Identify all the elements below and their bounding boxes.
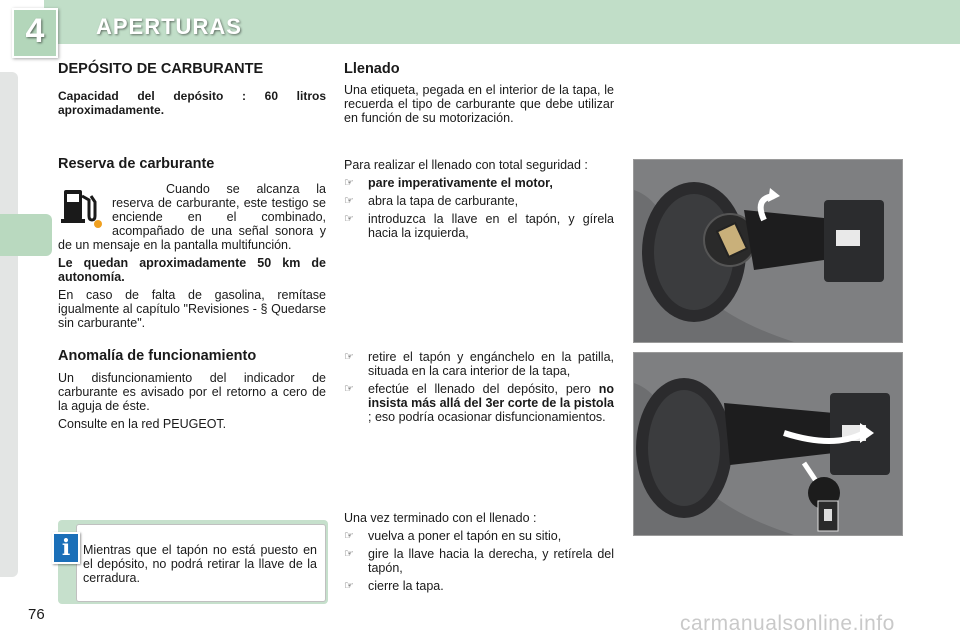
step-2: ☞ abra la tapa de carburante, (344, 194, 519, 208)
steps-section-2 (344, 350, 614, 428)
anomalia-section (58, 349, 326, 435)
anomalia-text: Un disfuncionamiento del indicador de carburante es avisado por el retorno a cero de la aguja de éste. (58, 371, 326, 413)
after-intro: Una vez terminado con el llenado : (344, 511, 537, 525)
after-step-3: ☞ cierre la tapa. (344, 579, 444, 593)
reserva-section (58, 157, 326, 171)
page-title: APERTURAS (96, 14, 242, 39)
bullet-hand-icon: ☞ (344, 213, 354, 225)
info-icon: i (52, 532, 80, 564)
bullet-hand-icon: ☞ (344, 530, 354, 542)
reserva-body (58, 182, 326, 334)
info-note-box (58, 520, 328, 604)
llenado-text: Una etiqueta, pegada en el interior de la tapa, le recuerda el tipo de carburante que debe utilizar en función de su motorización. (344, 83, 614, 125)
bullet-hand-icon: ☞ (344, 177, 354, 189)
reserva-text: Cuando se alcanza la reserva de carburante, este testigo se enciende en el combinado, acompañado de una señal sonora y de un mensaje en la pantalla multifunción. (58, 182, 326, 252)
deposito-heading: DEPÓSITO DE CARBURANTE (58, 61, 264, 77)
llenado-section (344, 62, 614, 129)
fuel-cap-photo-hook (633, 352, 903, 536)
anomalia-heading: Anomalía de funcionamiento (58, 348, 257, 364)
bullet-hand-icon: ☞ (344, 195, 354, 207)
reserva-text-2: En caso de falta de gasolina, remítase igualmente al capítulo "Revisiones - § Quedarse sin carburante". (58, 288, 326, 330)
reserva-heading: Reserva de carburante (58, 156, 215, 172)
step-5: ☞ efectúe el llenado del depósito, pero no insista más allá del 3er corte de la pistola ; eso podría ocasionar disfuncionamientos. (344, 382, 614, 424)
steps-intro: Para realizar el llenado con total seguridad : (344, 158, 588, 172)
anomalia-text-2: Consulte en la red PEUGEOT. (58, 417, 227, 431)
fuel-cap-photo-key (633, 159, 903, 343)
steps-section-3 (344, 511, 614, 597)
step-3: ☞ introduzca la llave en el tapón, y gírela hacia la izquierda, (344, 212, 614, 240)
page-number: 76 (28, 606, 45, 623)
after-step-2: ☞ gire la llave hacia la derecha, y retírela del tapón, (344, 547, 614, 575)
info-note-text: Mientras que el tapón no está puesto en el depósito, no podrá retirar la llave de la cerradura. (83, 543, 317, 585)
left-column (58, 62, 326, 121)
watermark: carmanualsonline.info (680, 612, 895, 635)
info-note-inner (76, 524, 326, 602)
after-step-1: ☞ vuelva a poner el tapón en su sitio, (344, 529, 562, 543)
capacity-text: Capacidad del depósito : 60 litros aproximadamente. (58, 89, 326, 117)
bullet-hand-icon: ☞ (344, 580, 354, 592)
steps-list-3 (344, 529, 614, 593)
steps-section-1 (344, 158, 614, 244)
reserva-autonomy: Le quedan aproximadamente 50 km de autonomía. (58, 256, 326, 284)
chapter-side-tab (0, 214, 52, 256)
steps-list-2 (344, 350, 614, 424)
steps-list-1 (344, 176, 614, 240)
bullet-hand-icon: ☞ (344, 383, 354, 395)
step-4: ☞ retire el tapón y engánchelo en la patilla, situada en la cara interior de la tapa, (344, 350, 614, 378)
left-rail (0, 72, 18, 577)
step-1: ☞ pare imperativamente el motor, (344, 176, 553, 190)
bullet-hand-icon: ☞ (344, 548, 354, 560)
llenado-heading: Llenado (344, 61, 400, 77)
chapter-number: 4 (25, 12, 45, 50)
bullet-hand-icon: ☞ (344, 351, 354, 363)
